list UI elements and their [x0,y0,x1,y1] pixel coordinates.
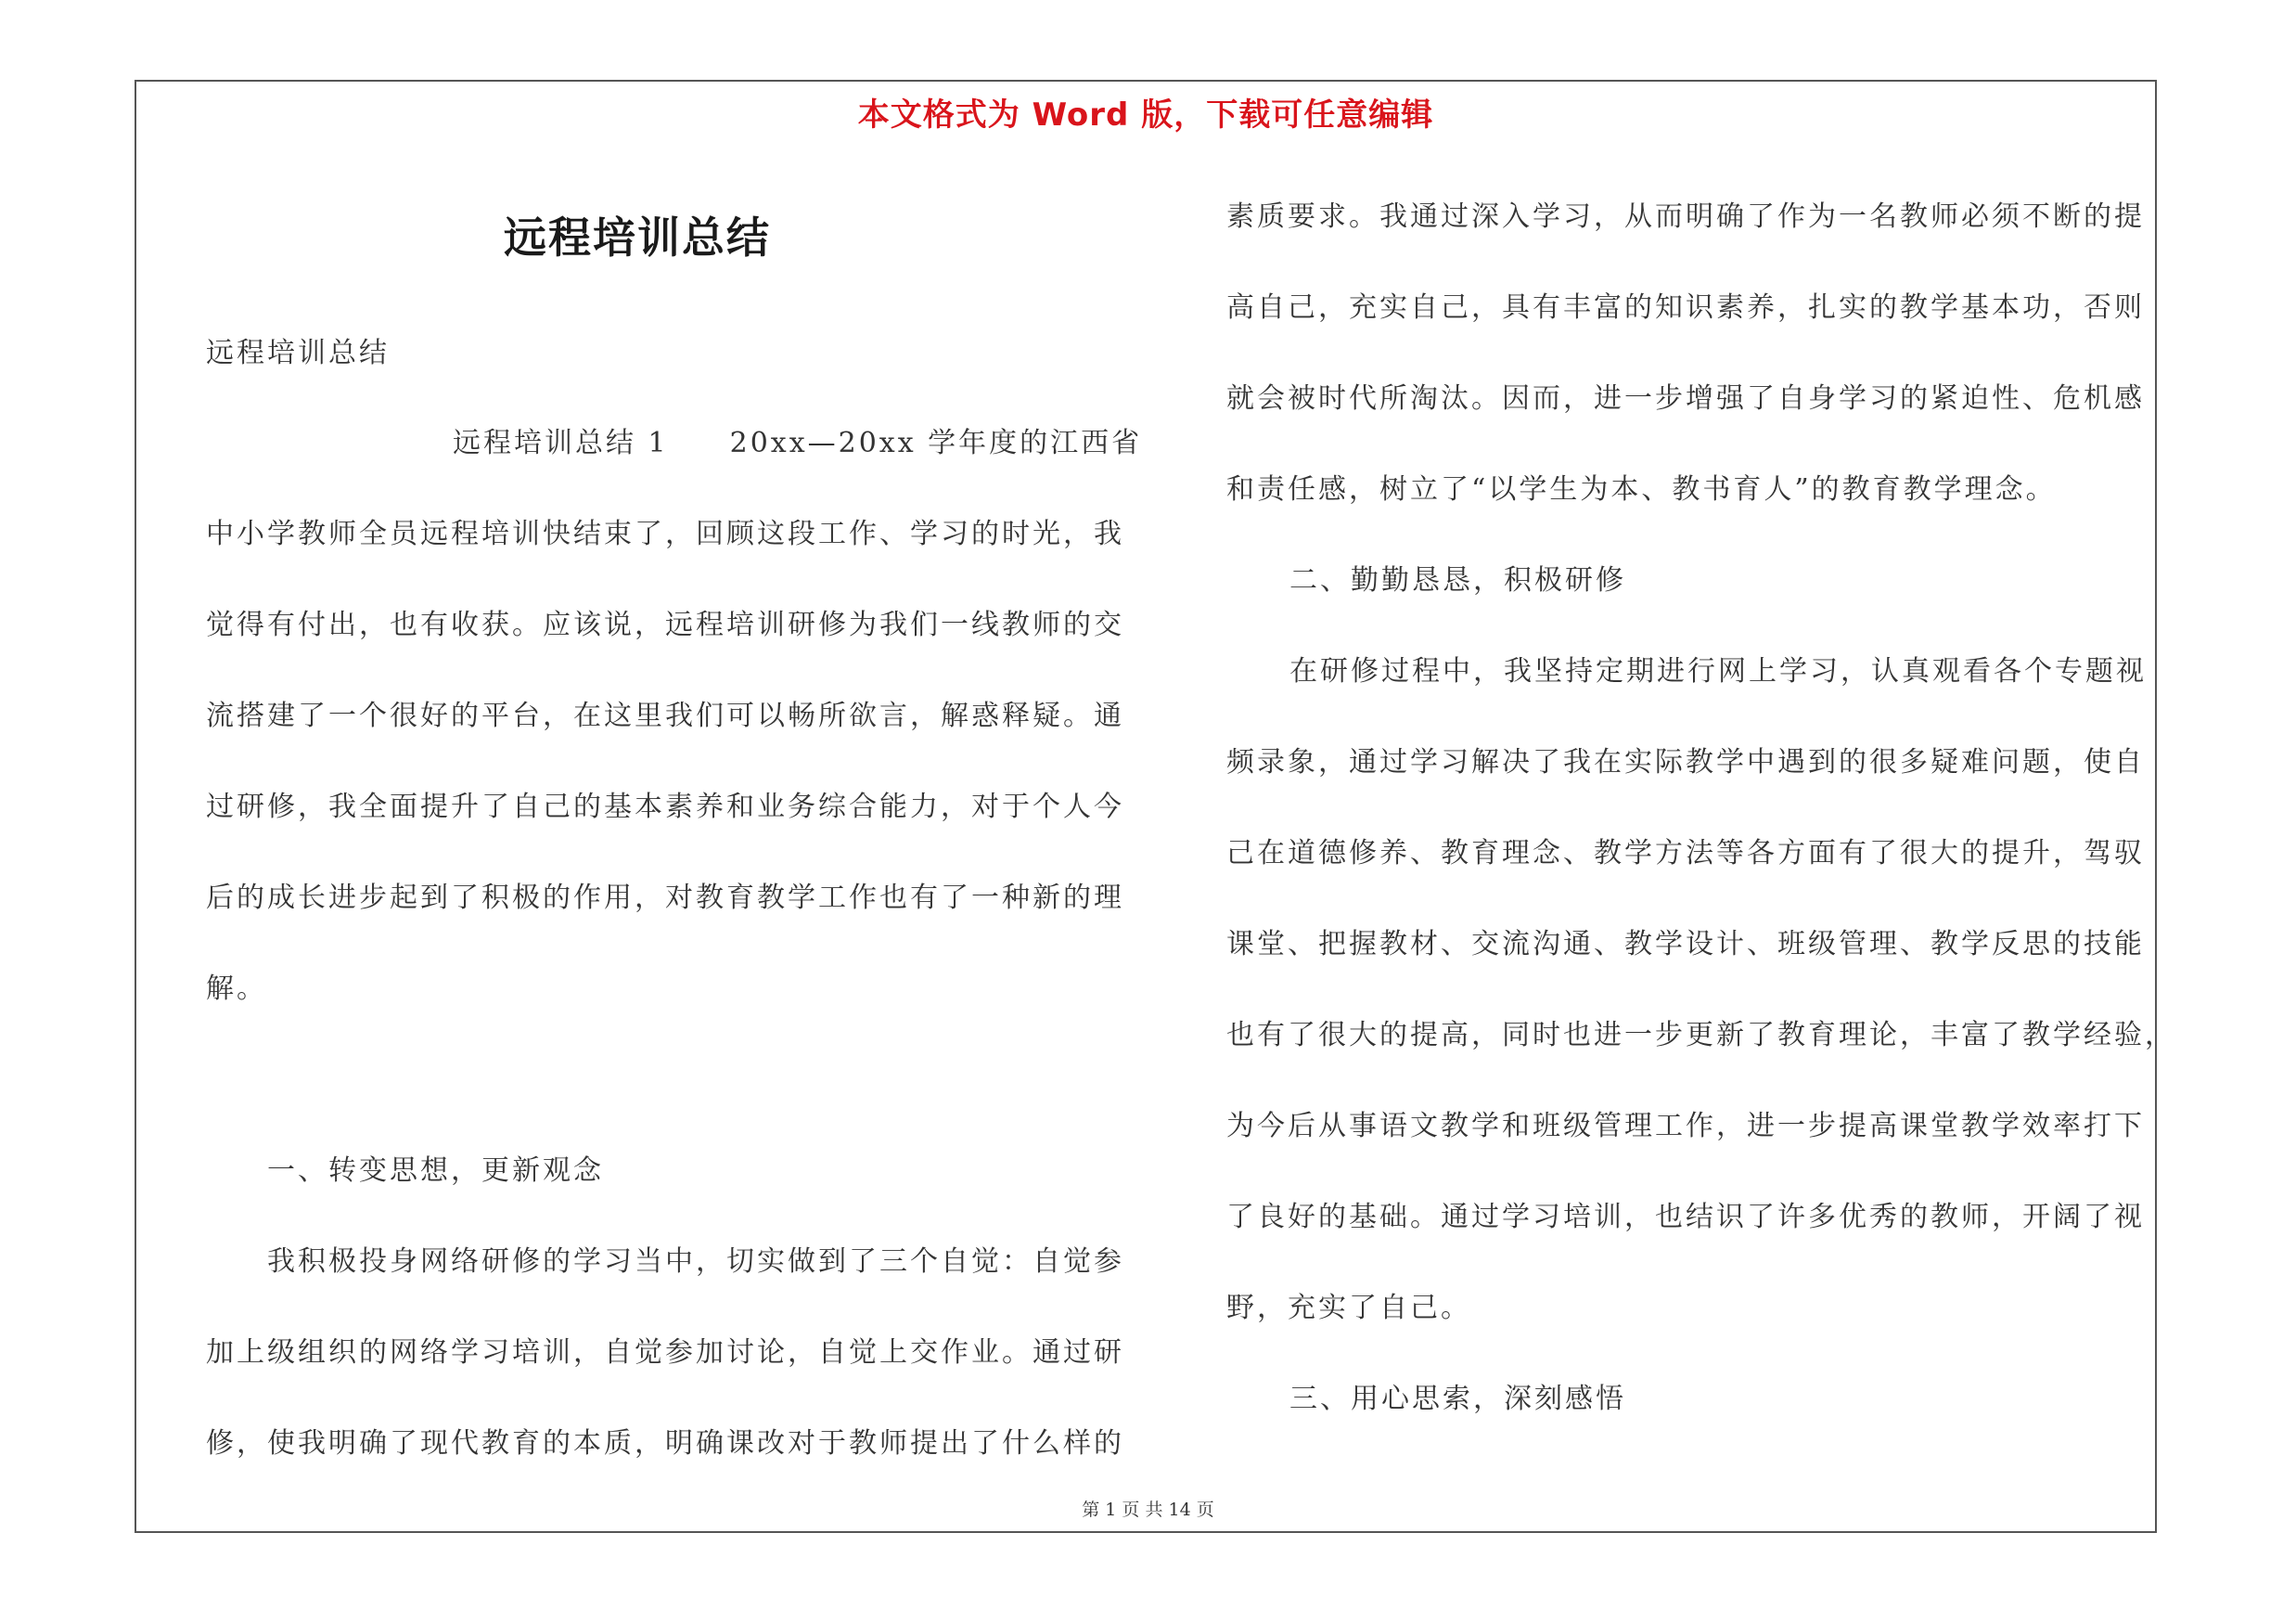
right-line: 和责任感，树立了“以学生为本、教书育人”的教育教学理念。 [1226,473,2057,506]
right-line: 高自己，充实自己，具有丰富的知识素养，扎实的教学基本功，否则 [1226,291,2145,324]
right-line: 频录象，通过学习解决了我在实际教学中遇到的很多疑难问题，使自 [1226,746,2145,779]
document-subtitle: 远程培训总结 [206,337,390,369]
right-line: 也有了很大的提高，同时也进一步更新了教育理论，丰富了教学经验， [1226,1019,2175,1051]
left-line: 加上级组织的网络学习培训，自觉参加讨论，自觉上交作业。通过研 [206,1336,1124,1369]
left-line: 觉得有付出，也有收获。应该说，远程培训研修为我们一线教师的交 [206,609,1124,641]
left-line: 中小学教师全员远程培训快结束了，回顾这段工作、学习的时光，我 [206,518,1124,550]
section-heading: 三、用心思索，深刻感悟 [1289,1383,1626,1415]
right-line: 在研修过程中，我坚持定期进行网上学习，认真观看各个专题视 [1289,655,2147,688]
right-line: 野，充实了自己。 [1226,1292,1471,1324]
left-line: 后的成长进步起到了积极的作用，对教育教学工作也有了一种新的理 [206,882,1124,914]
section-heading: 一、转变思想，更新观念 [267,1154,604,1187]
left-line: 我积极投身网络研修的学习当中，切实做到了三个自觉：自觉参 [267,1245,1124,1278]
right-line: 为今后从事语文教学和班级管理工作，进一步提高课堂教学效率打下 [1226,1110,2145,1142]
left-line: 流搭建了一个很好的平台，在这里我们可以畅所欲言，解惑释疑。通 [206,700,1124,732]
left-line: 远程培训总结 1 20xx—20xx 学年度的江西省 [453,427,1143,459]
right-line: 素质要求。我通过深入学习，从而明确了作为一名教师必须不断的提 [1226,200,2145,233]
word-format-banner: 本文格式为 Word 版，下载可任意编辑 [857,97,1434,134]
left-line: 修，使我明确了现代教育的本质，明确课改对于教师提出了什么样的 [206,1427,1124,1460]
right-line: 就会被时代所淘汰。因而，进一步增强了自身学习的紧迫性、危机感 [1226,382,2145,415]
document-title: 远程培训总结 [504,213,771,263]
section-heading: 二、勤勤恳恳，积极研修 [1289,564,1626,597]
right-line: 己在道德修养、教育理念、教学方法等各方面有了很大的提升，驾驭 [1226,837,2145,869]
right-line: 了良好的基础。通过学习培训，也结识了许多优秀的教师，开阔了视 [1226,1201,2145,1233]
left-line: 解。 [206,973,267,1005]
page-number-footer: 第 1 页 共 14 页 [1082,1500,1214,1520]
left-line: 过研修，我全面提升了自己的基本素养和业务综合能力，对于个人今 [206,791,1124,823]
right-line: 课堂、把握教材、交流沟通、教学设计、班级管理、教学反思的技能 [1226,928,2145,960]
